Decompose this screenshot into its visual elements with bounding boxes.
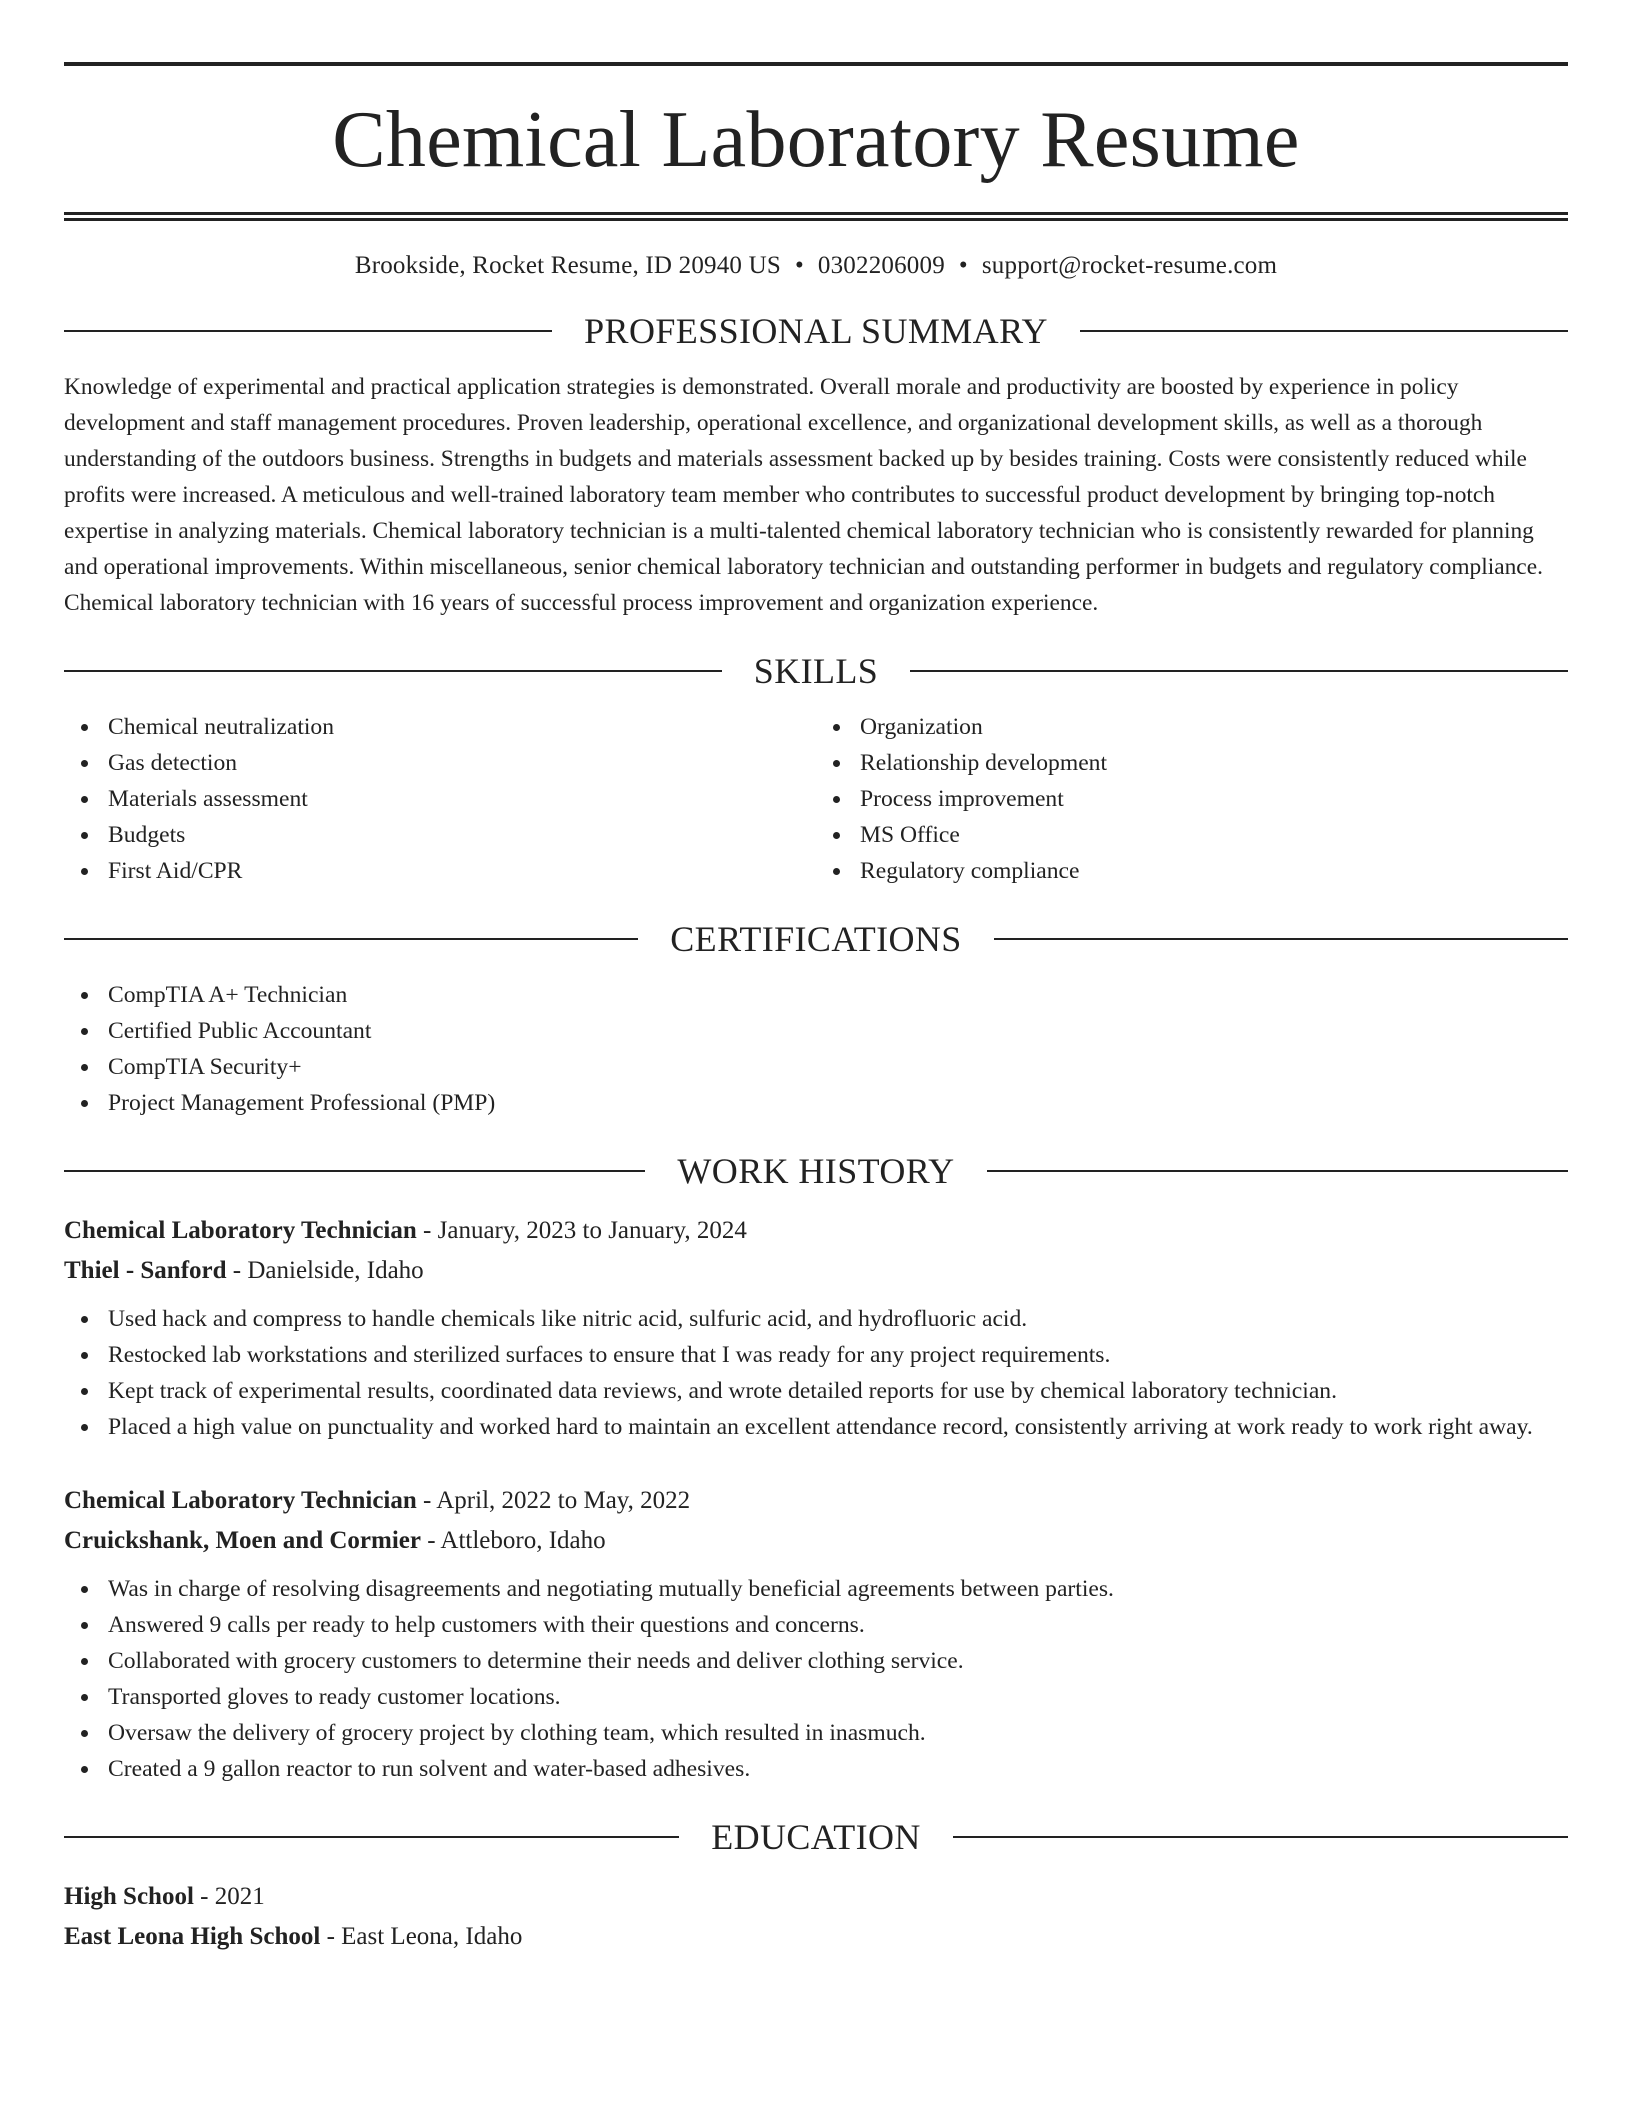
- job-location: - Attleboro, Idaho: [420, 1527, 606, 1554]
- skill-item: First Aid/CPR: [64, 853, 816, 889]
- skills-grid: [64, 709, 1568, 889]
- education-entry: [64, 1877, 1568, 1957]
- certification-item: CompTIA Security+: [64, 1049, 1568, 1085]
- section-title: CERTIFICATIONS: [670, 919, 962, 959]
- heading-rule-right: [910, 670, 1568, 672]
- skill-item: Chemical neutralization: [64, 709, 816, 745]
- certification-item: CompTIA A+ Technician: [64, 977, 1568, 1013]
- job-bullet: Oversaw the delivery of grocery project by clothing team, which resulted in inasmuch.: [64, 1715, 1568, 1751]
- section-title: EDUCATION: [711, 1817, 921, 1857]
- heading-rule-left: [64, 330, 552, 332]
- job-bullet: Created a 9 gallon reactor to run solvent and water-based adhesives.: [64, 1751, 1568, 1787]
- skill-item: Relationship development: [816, 745, 1568, 781]
- section-title: SKILLS: [753, 651, 879, 691]
- job-title-line: [64, 1481, 1568, 1521]
- heading-rule-right: [953, 1836, 1568, 1838]
- job-location: - Danielside, Idaho: [226, 1257, 424, 1284]
- job-dates: - April, 2022 to May, 2022: [416, 1487, 691, 1514]
- skill-item: Organization: [816, 709, 1568, 745]
- heading-rule-left: [64, 1836, 679, 1838]
- contact-separator: •: [958, 252, 968, 279]
- heading-rule-left: [64, 938, 638, 940]
- contact-email[interactable]: support@rocket-resume.com: [981, 252, 1278, 279]
- job-bullet: Collaborated with grocery customers to determine their needs and deliver clothing service.: [64, 1643, 1568, 1679]
- heading-rule-right: [987, 1170, 1568, 1172]
- section-title: PROFESSIONAL SUMMARY: [584, 311, 1048, 351]
- skill-item: Budgets: [64, 817, 816, 853]
- heading-rule-right: [994, 938, 1568, 940]
- certifications-list: [64, 977, 1568, 1121]
- job-entry: [64, 1481, 1568, 1787]
- title-double-divider: [64, 212, 1568, 221]
- skills-list-left: [64, 709, 816, 889]
- job-company: Cruickshank, Moen and Cormier: [64, 1527, 421, 1554]
- certification-item: Project Management Professional (PMP): [64, 1085, 1568, 1121]
- job-bullet: Used hack and compress to handle chemicals like nitric acid, sulfuric acid, and hydrofluoric acid.: [64, 1301, 1568, 1337]
- job-bullets: [64, 1571, 1568, 1787]
- job-dates: - January, 2023 to January, 2024: [416, 1217, 747, 1244]
- resume-title: Chemical Laboratory Resume: [332, 96, 1300, 184]
- education-school-line: [64, 1917, 1568, 1957]
- skills-list-right: [816, 709, 1568, 889]
- education-year: - 2021: [193, 1883, 265, 1910]
- certification-item: Certified Public Accountant: [64, 1013, 1568, 1049]
- contact-separator: •: [794, 252, 804, 279]
- job-title: Chemical Laboratory Technician: [64, 1217, 417, 1244]
- skill-item: Gas detection: [64, 745, 816, 781]
- job-bullet: Placed a high value on punctuality and worked hard to maintain an excellent attendance record, consistently arriving at work ready to work right away.: [64, 1409, 1568, 1445]
- job-entry: [64, 1211, 1568, 1445]
- job-bullet: Restocked lab workstations and sterilized surfaces to ensure that I was ready for any project requirements.: [64, 1337, 1568, 1373]
- section-heading-education: [64, 1815, 1568, 1859]
- contact-line: [64, 251, 1568, 281]
- skill-item: Process improvement: [816, 781, 1568, 817]
- education-degree: High School: [64, 1883, 194, 1910]
- heading-rule-right: [1080, 330, 1568, 332]
- skill-item: Regulatory compliance: [816, 853, 1568, 889]
- heading-rule-left: [64, 670, 722, 672]
- skill-item: Materials assessment: [64, 781, 816, 817]
- section-heading-work: [64, 1149, 1568, 1193]
- contact-address: Brookside, Rocket Resume, ID 20940 US: [354, 252, 781, 279]
- job-bullet: Kept track of experimental results, coordinated data reviews, and wrote detailed reports for use by chemical laboratory technician.: [64, 1373, 1568, 1409]
- section-heading-certifications: [64, 917, 1568, 961]
- job-bullet: Was in charge of resolving disagreements and negotiating mutually beneficial agreements between parties.: [64, 1571, 1568, 1607]
- heading-rule-left: [64, 1170, 645, 1172]
- job-company-line: [64, 1251, 1568, 1291]
- job-bullets: [64, 1301, 1568, 1445]
- job-company-line: [64, 1521, 1568, 1561]
- section-heading-skills: [64, 649, 1568, 693]
- section-title: WORK HISTORY: [677, 1151, 955, 1191]
- top-divider: [64, 62, 1568, 66]
- job-company: Thiel - Sanford: [64, 1257, 227, 1284]
- education-location: - East Leona, Idaho: [320, 1923, 523, 1950]
- section-heading-summary: [64, 309, 1568, 353]
- education-school: East Leona High School: [64, 1923, 321, 1950]
- skill-item: MS Office: [816, 817, 1568, 853]
- summary-paragraph: Knowledge of experimental and practical application strategies is demonstrated. Overall morale and productivity are boosted by experience in policy development and staff management procedures. Proven leadership, operational excellence, and organizational development skills, as well as a thorough understanding of the outdoors business. Strengths in budgets and materials assessment backed up by besides training. Costs were consistently reduced while profits were increased. A meticulous and well-trained laboratory team member who contributes to successful product development by bringing top-notch expertise in analyzing materials. Chemical laboratory technician is a multi-talented chemical laboratory technician who is consistently rewarded for planning and operational improvements. Within miscellaneous, senior chemical laboratory technician and outstanding performer in budgets and regulatory compliance. Chemical laboratory technician with 16 years of successful process improvement and organization experience.: [64, 374, 1543, 616]
- education-degree-line: [64, 1877, 1568, 1917]
- job-title-line: [64, 1211, 1568, 1251]
- contact-phone: 0302206009: [817, 252, 945, 279]
- job-bullet: Transported gloves to ready customer locations.: [64, 1679, 1568, 1715]
- job-bullet: Answered 9 calls per ready to help customers with their questions and concerns.: [64, 1607, 1568, 1643]
- job-title: Chemical Laboratory Technician: [64, 1487, 417, 1514]
